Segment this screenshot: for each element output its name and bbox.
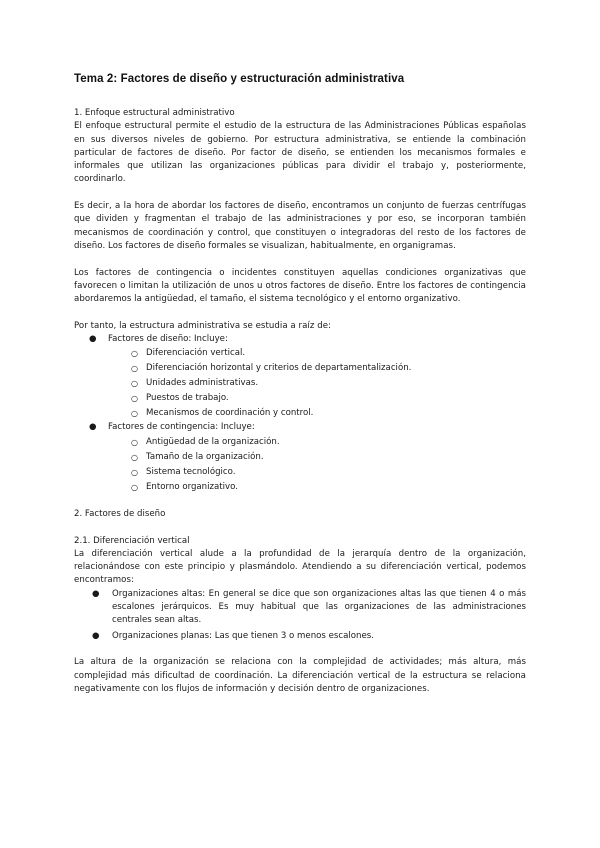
list-item-label: Factores de contingencia: Incluye:: [108, 422, 255, 433]
section-2-1-heading: 2.1. Diferenciación vertical: [74, 535, 190, 546]
list-item: ○ Mecanismos de coordinación y control.: [108, 406, 526, 421]
sublist-factores-diseno: [108, 346, 526, 421]
list-item: ○ Sistema tecnológico.: [108, 465, 526, 480]
section-2-paragraph-2: La altura de la organización se relaciona con la complejidad de actividades; más altura, más complejidad más dificultad de coordinación. La diferenciación vertical de la estructura se relaciona negativamente con los flujos de información y decisión dentro de organizaciones.: [74, 657, 526, 694]
bullet-icon: ●: [89, 334, 97, 345]
section-1-heading: 1. Enfoque estructural administrativo: [74, 108, 235, 118]
bullet-icon: ●: [92, 630, 100, 641]
circle-bullet-icon: ○: [131, 409, 138, 419]
vertical-differentiation-list: [74, 588, 526, 643]
list-item: ○ Puestos de trabajo.: [108, 391, 526, 406]
section-1-paragraph-4: Por tanto, la estructura administrativa se estudia a raíz de:: [74, 320, 331, 331]
section-2-heading: 2. Factores de diseño: [74, 508, 166, 519]
list-item: ○ Entorno organizativo.: [108, 480, 526, 495]
section-1-paragraph-1: El enfoque estructural permite el estudio de la estructura de las Administraciones Públicas españolas en sus diversos niveles de gobierno. Por estructura administrativa, se entiende la combinación particular de factores de diseño. Por factor de diseño, se entienden los mecanismos formales e informales que utilizan las organizaciones públicas para dividir el trabajo y, posteriormente, coordinarlo.: [74, 121, 526, 185]
section-1-paragraph-2: Es decir, a la hora de abordar los factores de diseño, encontramos un conjunto de fuerzas centrífugas que dividen y fragmentan el trabajo de las administraciones y por eso, se incorporan también mecanismos de coordinación y control, que constituyen o integradoras del resto de los factores de diseño. Los factores de diseño formales se visualizan, habitualmente, en organigramas.: [74, 201, 526, 251]
list-item: ○ Tamaño de la organización.: [108, 450, 526, 465]
list-item: ○ Unidades administrativas.: [108, 376, 526, 391]
list-item-organizaciones-planas: ● Organizaciones planas: Las que tienen 3 o menos escalones.: [74, 630, 526, 643]
list-item: ○ Antigüedad de la organización.: [108, 435, 526, 450]
list-item-label: Factores de diseño: Incluye:: [108, 334, 228, 345]
bullet-icon: ●: [92, 588, 100, 599]
structure-factors-list: [74, 333, 526, 495]
document-title: Tema 2: Factores de diseño y estructuración administrativa: [74, 73, 405, 85]
sublist-factores-contingencia: [108, 435, 526, 495]
circle-bullet-icon: ○: [131, 364, 138, 374]
list-item: ○ Diferenciación vertical.: [108, 346, 526, 361]
list-item-factores-diseno: [74, 333, 526, 421]
list-item-factores-contingencia: [74, 421, 526, 494]
circle-bullet-icon: ○: [131, 349, 138, 359]
circle-bullet-icon: ○: [131, 482, 138, 492]
document-body: [74, 73, 526, 709]
bullet-icon: ●: [89, 422, 97, 433]
list-item: ○ Diferenciación horizontal y criterios de departamentalización.: [108, 361, 526, 376]
section-1-paragraph-3: Los factores de contingencia o incidentes constituyen aquellas condiciones organizativas que favorecen o limitan la utilización de unos u otros factores de diseño. Entre los factores de contingencia abordaremos la antigüedad, el tamaño, el sistema tecnológico y el entorno organizativo.: [74, 267, 526, 305]
circle-bullet-icon: ○: [131, 394, 138, 404]
circle-bullet-icon: ○: [131, 467, 138, 477]
circle-bullet-icon: ○: [131, 452, 138, 462]
section-2-paragraph-1: La diferenciación vertical alude a la profundidad de la jerarquía dentro de la organización, relacionándose con este principio y plasmándolo. Atendiendo a su diferenciación vertical, podemos encontramos:: [74, 548, 526, 586]
circle-bullet-icon: ○: [131, 437, 138, 447]
list-item-organizaciones-altas: ● Organizaciones altas: En general se dice que son organizaciones altas las que tienen 4 o más escalones jerárquicos. Es muy habitual que las organizaciones de las administraciones centrales sean altas.: [92, 588, 526, 626]
circle-bullet-icon: ○: [131, 379, 138, 389]
